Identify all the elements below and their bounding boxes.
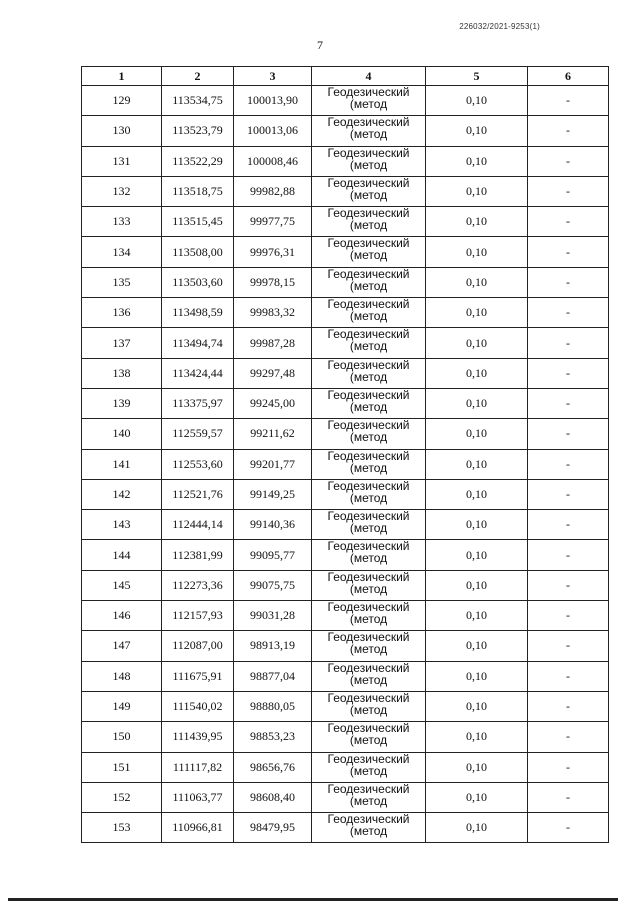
table-row — [82, 479, 609, 509]
y-coordinate-cell: 99297,48 — [234, 358, 312, 388]
table-row — [82, 691, 609, 721]
table-row — [82, 237, 609, 267]
table-row — [82, 328, 609, 358]
method-line-1: Геодезический — [327, 357, 410, 372]
x-coordinate-cell: 113375,97 — [162, 388, 234, 418]
table-row — [82, 267, 609, 297]
method-line-1: Геодезический — [327, 206, 410, 221]
table-row — [82, 298, 609, 328]
x-coordinate-cell: 113523,79 — [162, 116, 234, 146]
point-number-cell: 139 — [82, 388, 162, 418]
x-coordinate-cell: 111439,95 — [162, 722, 234, 752]
accuracy-cell: 0,10 — [426, 116, 528, 146]
point-number-cell: 148 — [82, 661, 162, 691]
accuracy-cell: 0,10 — [426, 358, 528, 388]
description-cell: - — [528, 116, 609, 146]
table-row — [82, 419, 609, 449]
column-header: 6 — [528, 67, 609, 86]
method-line-2: (метод — [349, 793, 388, 808]
y-coordinate-cell: 99978,15 — [234, 267, 312, 297]
method-cell — [312, 722, 426, 752]
method-cell — [312, 570, 426, 600]
method-cell — [312, 661, 426, 691]
method-line-1: Геодезический — [327, 812, 410, 827]
method-cell — [312, 540, 426, 570]
description-cell: - — [528, 146, 609, 176]
method-cell — [312, 479, 426, 509]
point-number-cell: 144 — [82, 540, 162, 570]
accuracy-cell: 0,10 — [426, 207, 528, 237]
method-line-2: (метод — [349, 187, 388, 202]
point-number-cell: 132 — [82, 176, 162, 206]
method-line-2: (метод — [349, 612, 388, 627]
page-number: 7 — [317, 38, 323, 52]
x-coordinate-cell: 113522,29 — [162, 146, 234, 176]
table-row — [82, 449, 609, 479]
description-cell: - — [528, 267, 609, 297]
table-row — [82, 116, 609, 146]
coordinates-table — [81, 66, 609, 843]
description-cell: - — [528, 358, 609, 388]
x-coordinate-cell: 112444,14 — [162, 510, 234, 540]
method-line-2: (метод — [349, 490, 388, 505]
table-row — [82, 358, 609, 388]
accuracy-cell: 0,10 — [426, 328, 528, 358]
table-row — [82, 661, 609, 691]
accuracy-cell: 0,10 — [426, 419, 528, 449]
table-row — [82, 176, 609, 206]
table-row — [82, 146, 609, 176]
method-line-2: (метод — [349, 309, 388, 324]
y-coordinate-cell: 99987,28 — [234, 328, 312, 358]
column-header: 3 — [234, 67, 312, 86]
method-line-1: Геодезический — [327, 387, 410, 402]
x-coordinate-cell: 111675,91 — [162, 661, 234, 691]
point-number-cell: 134 — [82, 237, 162, 267]
accuracy-cell: 0,10 — [426, 298, 528, 328]
method-line-1: Геодезический — [327, 721, 410, 736]
y-coordinate-cell: 100013,06 — [234, 116, 312, 146]
method-line-2: (метод — [349, 763, 388, 778]
method-line-1: Геодезический — [327, 145, 410, 160]
method-line-2: (метод — [349, 702, 388, 717]
description-cell: - — [528, 661, 609, 691]
x-coordinate-cell: 111117,82 — [162, 752, 234, 782]
table-body — [82, 86, 609, 843]
point-number-cell: 146 — [82, 601, 162, 631]
accuracy-cell: 0,10 — [426, 86, 528, 116]
method-cell — [312, 752, 426, 782]
table-row — [82, 601, 609, 631]
y-coordinate-cell: 99982,88 — [234, 176, 312, 206]
description-cell: - — [528, 237, 609, 267]
description-cell: - — [528, 388, 609, 418]
accuracy-cell: 0,10 — [426, 146, 528, 176]
method-line-2: (метод — [349, 581, 388, 596]
accuracy-cell: 0,10 — [426, 722, 528, 752]
method-line-2: (метод — [349, 278, 388, 293]
description-cell: - — [528, 298, 609, 328]
method-line-1: Геодезический — [327, 236, 410, 251]
x-coordinate-cell: 110966,81 — [162, 813, 234, 843]
method-line-2: (метод — [349, 460, 388, 475]
table-header-row — [82, 67, 609, 86]
method-line-2: (метод — [349, 521, 388, 536]
table-row — [82, 570, 609, 600]
accuracy-cell: 0,10 — [426, 540, 528, 570]
point-number-cell: 136 — [82, 298, 162, 328]
method-cell — [312, 782, 426, 812]
method-cell — [312, 358, 426, 388]
method-line-1: Геодезический — [327, 660, 410, 675]
x-coordinate-cell: 113515,45 — [162, 207, 234, 237]
point-number-cell: 137 — [82, 328, 162, 358]
y-coordinate-cell: 98853,23 — [234, 722, 312, 752]
method-cell — [312, 207, 426, 237]
y-coordinate-cell: 100013,90 — [234, 86, 312, 116]
description-cell: - — [528, 207, 609, 237]
accuracy-cell: 0,10 — [426, 601, 528, 631]
x-coordinate-cell: 112381,99 — [162, 540, 234, 570]
method-line-2: (метод — [349, 824, 388, 839]
x-coordinate-cell: 111540,02 — [162, 691, 234, 721]
y-coordinate-cell: 98479,95 — [234, 813, 312, 843]
accuracy-cell: 0,10 — [426, 752, 528, 782]
point-number-cell: 130 — [82, 116, 162, 146]
x-coordinate-cell: 113498,59 — [162, 298, 234, 328]
y-coordinate-cell: 98656,76 — [234, 752, 312, 782]
method-line-1: Геодезический — [327, 175, 410, 190]
description-cell: - — [528, 328, 609, 358]
method-line-2: (метод — [349, 339, 388, 354]
method-line-1: Геодезический — [327, 418, 410, 433]
accuracy-cell: 0,10 — [426, 691, 528, 721]
method-line-1: Геодезический — [327, 690, 410, 705]
point-number-cell: 150 — [82, 722, 162, 752]
description-cell: - — [528, 691, 609, 721]
method-cell — [312, 176, 426, 206]
x-coordinate-cell: 112559,57 — [162, 419, 234, 449]
method-cell — [312, 237, 426, 267]
column-header: 2 — [162, 67, 234, 86]
method-cell — [312, 146, 426, 176]
y-coordinate-cell: 99095,77 — [234, 540, 312, 570]
point-number-cell: 151 — [82, 752, 162, 782]
x-coordinate-cell: 112157,93 — [162, 601, 234, 631]
y-coordinate-cell: 99031,28 — [234, 601, 312, 631]
x-coordinate-cell: 113503,60 — [162, 267, 234, 297]
method-line-1: Геодезический — [327, 327, 410, 342]
method-line-1: Геодезический — [327, 751, 410, 766]
table-row — [82, 782, 609, 812]
method-line-1: Геодезический — [327, 478, 410, 493]
accuracy-cell: 0,10 — [426, 510, 528, 540]
x-coordinate-cell: 112087,00 — [162, 631, 234, 661]
method-line-2: (метод — [349, 127, 388, 142]
table-row — [82, 86, 609, 116]
accuracy-cell: 0,10 — [426, 267, 528, 297]
method-line-2: (метод — [349, 218, 388, 233]
method-line-2: (метод — [349, 672, 388, 687]
method-line-1: Геодезический — [327, 630, 410, 645]
method-line-2: (метод — [349, 642, 388, 657]
accuracy-cell: 0,10 — [426, 479, 528, 509]
method-line-2: (метод — [349, 97, 388, 111]
point-number-cell: 149 — [82, 691, 162, 721]
x-coordinate-cell: 112521,76 — [162, 479, 234, 509]
table-row — [82, 540, 609, 570]
method-cell — [312, 298, 426, 328]
method-line-1: Геодезический — [327, 448, 410, 463]
y-coordinate-cell: 98880,05 — [234, 691, 312, 721]
bottom-rule — [8, 898, 618, 901]
method-line-2: (метод — [349, 248, 388, 263]
column-header: 5 — [426, 67, 528, 86]
description-cell: - — [528, 570, 609, 600]
y-coordinate-cell: 98913,19 — [234, 631, 312, 661]
point-number-cell: 145 — [82, 570, 162, 600]
description-cell: - — [528, 782, 609, 812]
description-cell: - — [528, 510, 609, 540]
accuracy-cell: 0,10 — [426, 631, 528, 661]
document-id: 226032/2021-9253(1) — [459, 22, 540, 31]
accuracy-cell: 0,10 — [426, 176, 528, 206]
method-cell — [312, 813, 426, 843]
method-cell — [312, 691, 426, 721]
method-line-2: (метод — [349, 399, 388, 414]
y-coordinate-cell: 98608,40 — [234, 782, 312, 812]
point-number-cell: 129 — [82, 86, 162, 116]
column-header: 1 — [82, 67, 162, 86]
description-cell: - — [528, 631, 609, 661]
description-cell: - — [528, 449, 609, 479]
method-line-1: Геодезический — [327, 297, 410, 312]
table-row — [82, 388, 609, 418]
table-row — [82, 510, 609, 540]
table-row — [82, 631, 609, 661]
point-number-cell: 140 — [82, 419, 162, 449]
point-number-cell: 142 — [82, 479, 162, 509]
method-cell — [312, 328, 426, 358]
method-line-1: Геодезический — [327, 85, 410, 99]
x-coordinate-cell: 111063,77 — [162, 782, 234, 812]
accuracy-cell: 0,10 — [426, 388, 528, 418]
point-number-cell: 153 — [82, 813, 162, 843]
method-line-1: Геодезический — [327, 115, 410, 130]
accuracy-cell: 0,10 — [426, 570, 528, 600]
method-line-2: (метод — [349, 369, 388, 384]
method-line-2: (метод — [349, 733, 388, 748]
table-row — [82, 752, 609, 782]
x-coordinate-cell: 113508,00 — [162, 237, 234, 267]
description-cell: - — [528, 479, 609, 509]
method-cell — [312, 510, 426, 540]
method-line-1: Геодезический — [327, 266, 410, 281]
table-row — [82, 813, 609, 843]
description-cell: - — [528, 540, 609, 570]
point-number-cell: 141 — [82, 449, 162, 479]
y-coordinate-cell: 99201,77 — [234, 449, 312, 479]
description-cell: - — [528, 601, 609, 631]
method-line-1: Геодезический — [327, 600, 410, 615]
method-cell — [312, 449, 426, 479]
method-line-2: (метод — [349, 430, 388, 445]
description-cell: - — [528, 752, 609, 782]
y-coordinate-cell: 99245,00 — [234, 388, 312, 418]
y-coordinate-cell: 98877,04 — [234, 661, 312, 691]
x-coordinate-cell: 113494,74 — [162, 328, 234, 358]
accuracy-cell: 0,10 — [426, 782, 528, 812]
point-number-cell: 133 — [82, 207, 162, 237]
accuracy-cell: 0,10 — [426, 813, 528, 843]
y-coordinate-cell: 99976,31 — [234, 237, 312, 267]
method-cell — [312, 419, 426, 449]
y-coordinate-cell: 100008,46 — [234, 146, 312, 176]
point-number-cell: 138 — [82, 358, 162, 388]
method-cell — [312, 601, 426, 631]
point-number-cell: 131 — [82, 146, 162, 176]
method-line-1: Геодезический — [327, 509, 410, 524]
x-coordinate-cell: 113534,75 — [162, 86, 234, 116]
point-number-cell: 135 — [82, 267, 162, 297]
accuracy-cell: 0,10 — [426, 661, 528, 691]
method-cell — [312, 388, 426, 418]
method-line-1: Геодезический — [327, 569, 410, 584]
method-cell — [312, 86, 426, 116]
point-number-cell: 152 — [82, 782, 162, 812]
accuracy-cell: 0,10 — [426, 237, 528, 267]
x-coordinate-cell: 113424,44 — [162, 358, 234, 388]
method-line-2: (метод — [349, 551, 388, 566]
method-line-2: (метод — [349, 157, 388, 172]
description-cell: - — [528, 813, 609, 843]
method-cell — [312, 267, 426, 297]
y-coordinate-cell: 99149,25 — [234, 479, 312, 509]
table-row — [82, 207, 609, 237]
method-line-1: Геодезический — [327, 781, 410, 796]
y-coordinate-cell: 99075,75 — [234, 570, 312, 600]
accuracy-cell: 0,10 — [426, 449, 528, 479]
x-coordinate-cell: 113518,75 — [162, 176, 234, 206]
y-coordinate-cell: 99977,75 — [234, 207, 312, 237]
table-row — [82, 722, 609, 752]
x-coordinate-cell: 112553,60 — [162, 449, 234, 479]
y-coordinate-cell: 99140,36 — [234, 510, 312, 540]
description-cell: - — [528, 86, 609, 116]
y-coordinate-cell: 99983,32 — [234, 298, 312, 328]
description-cell: - — [528, 419, 609, 449]
method-cell — [312, 631, 426, 661]
x-coordinate-cell: 112273,36 — [162, 570, 234, 600]
y-coordinate-cell: 99211,62 — [234, 419, 312, 449]
point-number-cell: 147 — [82, 631, 162, 661]
description-cell: - — [528, 722, 609, 752]
method-cell — [312, 116, 426, 146]
point-number-cell: 143 — [82, 510, 162, 540]
description-cell: - — [528, 176, 609, 206]
method-line-1: Геодезический — [327, 539, 410, 554]
column-header: 4 — [312, 67, 426, 86]
